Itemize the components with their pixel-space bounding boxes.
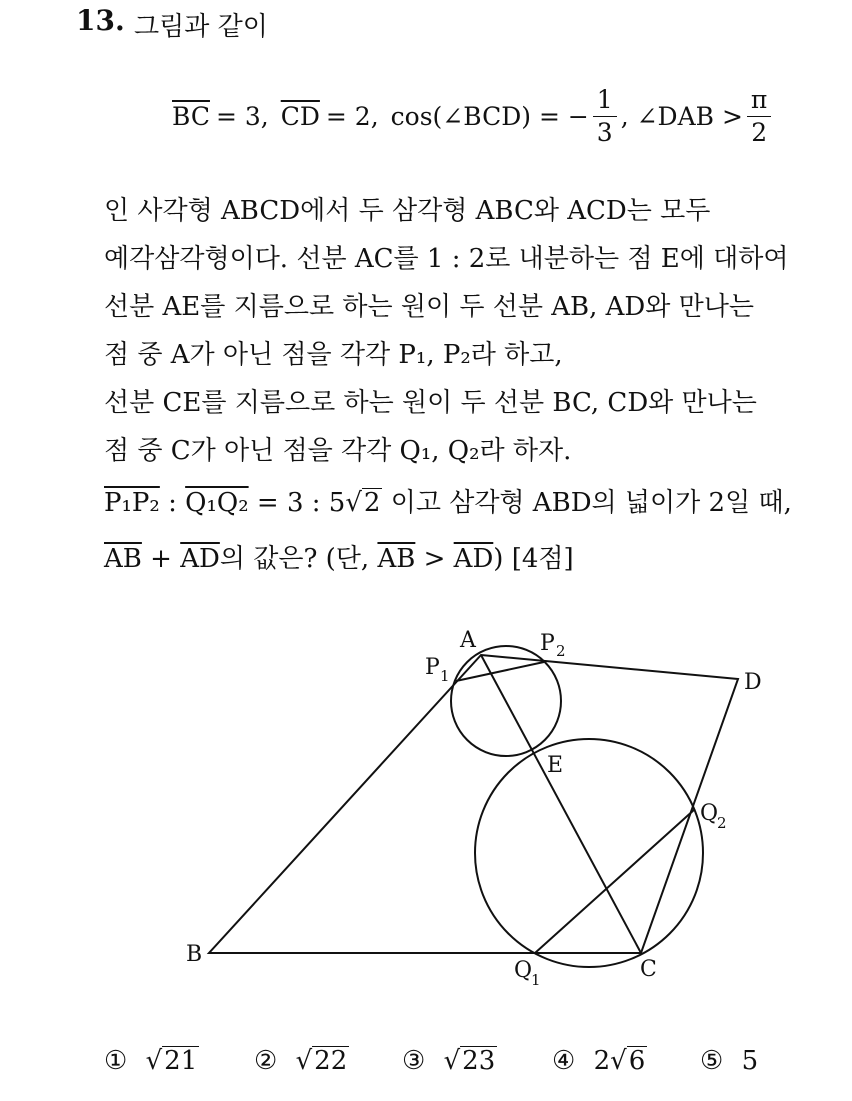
choice-3-radicand: 23 [462, 1046, 496, 1076]
angle-denominator: 2 [751, 117, 768, 147]
segment-p1p2: P₁P₂ [104, 488, 160, 518]
choice-1-number: ① [104, 1046, 128, 1076]
angle-numerator: π [747, 86, 771, 117]
bc-value: = 3, [215, 101, 269, 131]
label-p2: P [540, 631, 555, 656]
sqrt-symbol: √ [345, 488, 362, 518]
segment-ab: $\overline{AB}$ [104, 544, 142, 574]
question-tail: ) [4점] [493, 544, 574, 574]
ratio-equals: = 3 : 5 [248, 488, 346, 518]
label-p1: P [425, 655, 440, 680]
choice-4[interactable] [552, 1046, 647, 1077]
label-p2-sub: 2 [556, 642, 566, 660]
choice-4-coefficient: 2 [593, 1046, 611, 1076]
choice-3-sqrt-symbol: √ [443, 1046, 461, 1076]
cos-denominator: 3 [596, 117, 613, 147]
circle-ce [475, 739, 703, 967]
body-line-6: 점 중 C가 아닌 점을 각각 Q₁, Q₂라 하자. [104, 436, 572, 466]
choice-5-value: 5 [741, 1046, 759, 1076]
segment-p1-p2 [456, 662, 544, 681]
cos-expression: cos(∠BCD) = − [390, 101, 589, 131]
choice-1-sqrt-symbol: √ [145, 1046, 163, 1076]
choice-5[interactable] [700, 1046, 758, 1076]
label-c: C [640, 957, 657, 982]
label-a: A [460, 628, 476, 653]
choice-5-number: ⑤ [700, 1046, 724, 1076]
angle-expression: , ∠DAB > [620, 101, 743, 131]
cos-numerator: 1 [593, 86, 617, 117]
question-text: 의 값은? (단, [219, 544, 378, 574]
segment-bc: $\overline{BC}$ [172, 101, 210, 131]
segment-ab-2: $\overline{AB}$ [377, 544, 416, 574]
label-p1-sub: 1 [440, 667, 450, 685]
problem-number: 13. [76, 4, 125, 37]
choice-4-sqrt-symbol: √ [610, 1046, 627, 1076]
segment-q1q2: Q₁Q₂ [185, 488, 249, 518]
segment-ad-2: $\overline{AD}$ [453, 544, 494, 574]
ratio-colon: : [159, 488, 186, 518]
plus-sign: + [141, 544, 181, 574]
choice-2-number: ② [254, 1046, 278, 1076]
choice-1-radicand: 21 [164, 1046, 198, 1076]
label-q1-sub: 1 [531, 971, 541, 989]
label-q2: Q [700, 801, 719, 826]
choice-3-number: ③ [402, 1046, 426, 1076]
choice-3[interactable] [402, 1046, 497, 1077]
cd-value: = 2, [325, 101, 379, 131]
label-q1: Q [514, 958, 533, 983]
choice-4-number: ④ [552, 1046, 576, 1076]
body-line-1: 인 사각형 ABCD에서 두 삼각형 ABC와 ACD는 모두 [104, 196, 711, 226]
choice-2-sqrt-symbol: √ [295, 1046, 313, 1076]
body-line-2: 예각삼각형이다. 선분 AC를 1 : 2로 내분하는 점 E에 대하여 [104, 244, 789, 274]
greater-sign: > [415, 544, 454, 574]
quadrilateral-abcd [209, 655, 738, 953]
body-line-5: 선분 CE를 지름으로 하는 원이 두 선분 BC, CD와 만나는 [104, 388, 757, 418]
choice-4-radicand: 6 [628, 1046, 646, 1076]
choice-2-radicand: 22 [314, 1046, 348, 1076]
sqrt-radicand: 2 [363, 488, 381, 518]
choice-1[interactable] [104, 1046, 199, 1077]
body-line-4: 점 중 A가 아닌 점을 각각 P₁, P₂라 하고, [104, 340, 563, 370]
choice-2[interactable] [254, 1046, 349, 1077]
label-q2-sub: 2 [717, 814, 727, 832]
problem-intro: 그림과 같이 [134, 12, 268, 42]
body-line-3: 선분 AE를 지름으로 하는 원이 두 선분 AB, AD와 만나는 [104, 292, 754, 322]
ratio-rest: 이고 삼각형 ABD의 넓이가 2일 때, [382, 488, 792, 518]
segment-cd: $\overline{CD}$ [280, 101, 320, 131]
label-b: B [186, 942, 203, 967]
segment-ad: $\overline{AD}$ [180, 544, 220, 574]
label-e: E [547, 753, 564, 778]
label-d: D [744, 670, 762, 695]
